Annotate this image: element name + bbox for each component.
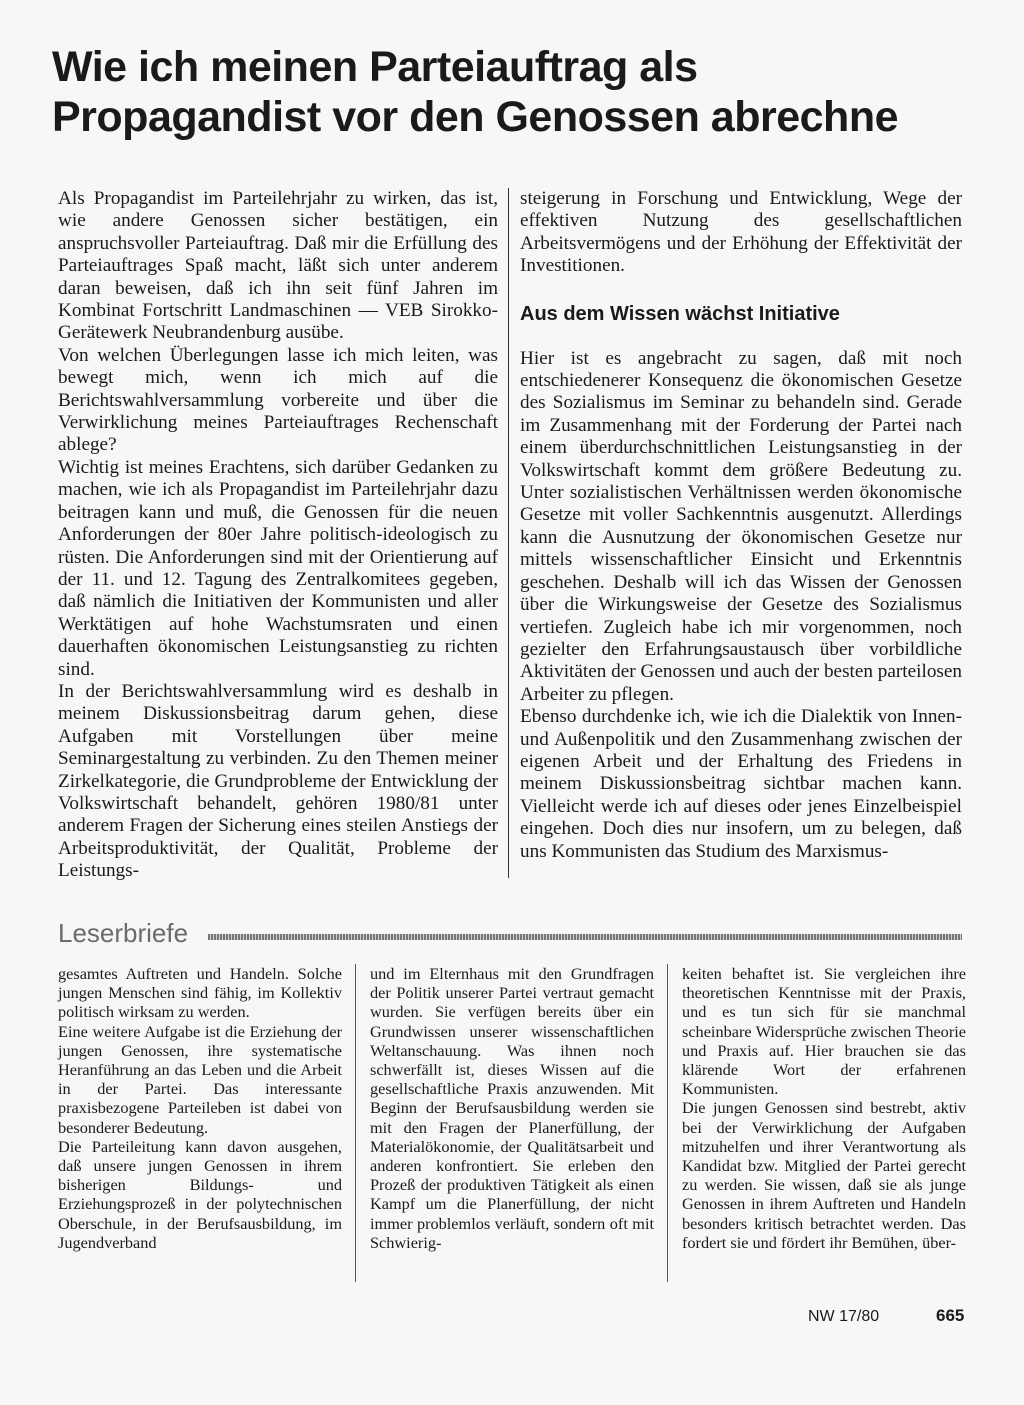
- page-number: 665: [936, 1306, 965, 1325]
- paragraph: Als Propagandist im Parteilehrjahr zu wirken, das ist, wie andere Genossen sicher bestätigen, ein anspruchsvoller Parteiauftrag. Daß mir die Erfüllung des Parteiauftrages Spaß macht, läßt sich unter anderem daran beweisen, daß ich ihn seit fünf Jahren im Kombinat Fortschritt Landmaschinen — VEB Sirokko-Gerätewerk Neubrandenburg ausübe.: [58, 188, 498, 344]
- letters-section-header: [58, 916, 962, 952]
- section-label: Leserbriefe: [58, 918, 189, 948]
- paragraph: keiten behaftet ist. Sie vergleichen ihre theoretischen Kenntnisse mit der Praxis, und es tun sich für sie manchmal scheinbare Widersprüche zwischen Theorie und Praxis auf. Hier brauchen sie das klärende Wort der erfahrenen Kommunisten.: [682, 964, 966, 1099]
- paragraph: Wichtig ist meines Erachtens, sich darüber Gedanken zu machen, wie ich als Propagandist im Parteilehrjahr dazu beitragen kann und muß, die Genossen für die neuen Anforderungen der 80er Jahre politisch-ideologisch zu rüsten. Die Anforderungen sind mit der Orientierung auf der 11. und 12. Tagung des Zentralkomitees gegeben, daß nämlich die Initiativen der Kommunisten und aller Werktätigen auf hohe Wachstumsraten und einen dauerhaften ökonomischen Leistungsanstieg zu richten sind.: [58, 456, 498, 680]
- article-left-column: [58, 188, 498, 883]
- letters-column-3: [682, 964, 966, 1252]
- paragraph: Von welchen Überlegungen lasse ich mich leiten, was bewegt mich, wenn ich mich auf die Berichtswahlversammlung vorbereite und über die Verwirklichung meines Parteiauftrages Rechenschaft ablege?: [58, 344, 498, 456]
- paragraph: Die jungen Genossen sind bestrebt, aktiv bei der Verwirklichung der Aufgaben mitzuhelfen und ihrer Verantwortung als Kandidat bzw. Mitglied der Partei gerecht zu werden. Sie wissen, daß sie als junge Genossen in ihrem Auftreten und Handeln besonders kritisch betrachtet werden. Das fordert sie und fördert ihr Bemühen, über-: [682, 1098, 966, 1252]
- paragraph: Die Parteileitung kann davon ausgehen, daß unsere jungen Genossen in ihrem bisherigen Bildungs- und Erziehungsprozeß in der polytechnischen Oberschule, in der Berufsausbildung, im Jugendverband: [58, 1136, 342, 1252]
- subheading: Aus dem Wissen wächst Initiative: [520, 302, 840, 325]
- paragraph: Ebenso durchdenke ich, wie ich die Dialektik von Innen- und Außenpolitik und den Zusammenhang zwischen der eigenen Arbeit und der Erhaltung des Friedens in meinem Diskussionsbeitrag sichtbar machen kann. Vielleicht werde ich auf dieses oder jenes Einzelbeispiel eingehen. Doch dies nur insofern, um zu belegen, daß uns Kommunisten das Studium des Marxismus-: [520, 706, 962, 862]
- letters-column-1: [58, 964, 342, 1252]
- paragraph: Hier ist es angebracht zu sagen, daß mit noch entschiedenerer Konsequenz die ökonomischen Gesetze des Sozialismus im Seminar zu behandeln sind. Gerade im Zusammenhang mit der Forderung der Partei nach einem überdurchschnittlichen Leistungsanstieg in der Volkswirtschaft kommt dem größere Bedeutung zu. Unter sozialistischen Verhältnissen werden ökonomische Gesetze mit voller Sachkenntnis ausgenutzt. Allerdings kann die Ausnutzung der ökonomischen Gesetze nur mittels wissenschaftlicher Einsicht und Erkenntnis geschehen. Deshalb will ich das Wissen der Genossen über die Wirkungsweise der Gesetze des Sozialismus vertiefen. Zugleich habe ich mir vorgenommen, noch gezielter den Erfahrungsaustausch über vorbildliche Aktivitäten der Genossen und auch der besten parteilosen Arbeiter zu pflegen.: [520, 347, 962, 705]
- article-right-column: [520, 188, 962, 863]
- paragraph: gesamtes Auftreten und Handeln. Solche jungen Menschen sind fähig, im Kollektiv politisch wirksam zu werden.: [58, 964, 342, 1022]
- title-line-2: Propagandist vor den Genossen abrechne: [52, 93, 898, 141]
- article-title: [52, 42, 982, 142]
- issue-label: NW 17/80: [808, 1308, 880, 1325]
- column-divider: [508, 188, 509, 878]
- paragraph: Eine weitere Aufgabe ist die Erziehung der jungen Genossen, ihre systematische Heranführung an das Leben und die Arbeit in der Partei. Das interessante praxisbezogene Parteileben ist dabei von besonderer Bedeutung.: [58, 1021, 342, 1137]
- column-divider: [355, 964, 356, 1282]
- title-line-1: Wie ich meinen Parteiauftrag als: [52, 43, 698, 91]
- letters-column-2: [370, 964, 654, 1252]
- section-rule: [208, 934, 962, 940]
- paragraph: In der Berichtswahlversammlung wird es deshalb in meinem Diskussionsbeitrag darum gehen, diese Aufgaben mit Vorstellungen über meine Seminargestaltung zu verbinden. Zu den Themen meiner Zirkelkategorie, die Grundprobleme der Entwicklung der Volkswirtschaft behandelt, gehören 1980/81 unter anderem Fragen der Sicherung eines steilen Anstiegs der Arbeitsproduktivität, der Qualität, Probleme der Leistungs-: [58, 680, 498, 882]
- paragraph: und im Elternhaus mit den Grundfragen der Politik unserer Partei vertraut gemacht wurden. Sie verfügen bereits über ein Grundwissen unserer wissenschaftlichen Weltanschauung. Was ihnen noch schwerfällt ist, dieses Wissen auf die gesellschaftliche Praxis anzuwenden. Mit Beginn der Berufsausbildung werden sie mit den Fragen der Planerfüllung, der Materialökonomie, der Qualitätsarbeit und anderen konfrontiert. Sie erleben den Prozeß der produktiven Tätigkeit als einen Kampf um die Planerfüllung, der nicht immer problemlos verläuft, sondern oft mit Schwierig-: [370, 964, 654, 1252]
- paragraph: steigerung in Forschung und Entwicklung, Wege der effektiven Nutzung des gesellschaftlichen Arbeitsvermögens und der Erhöhung der Effektivität der Investitionen.: [520, 188, 962, 277]
- column-divider: [667, 964, 668, 1282]
